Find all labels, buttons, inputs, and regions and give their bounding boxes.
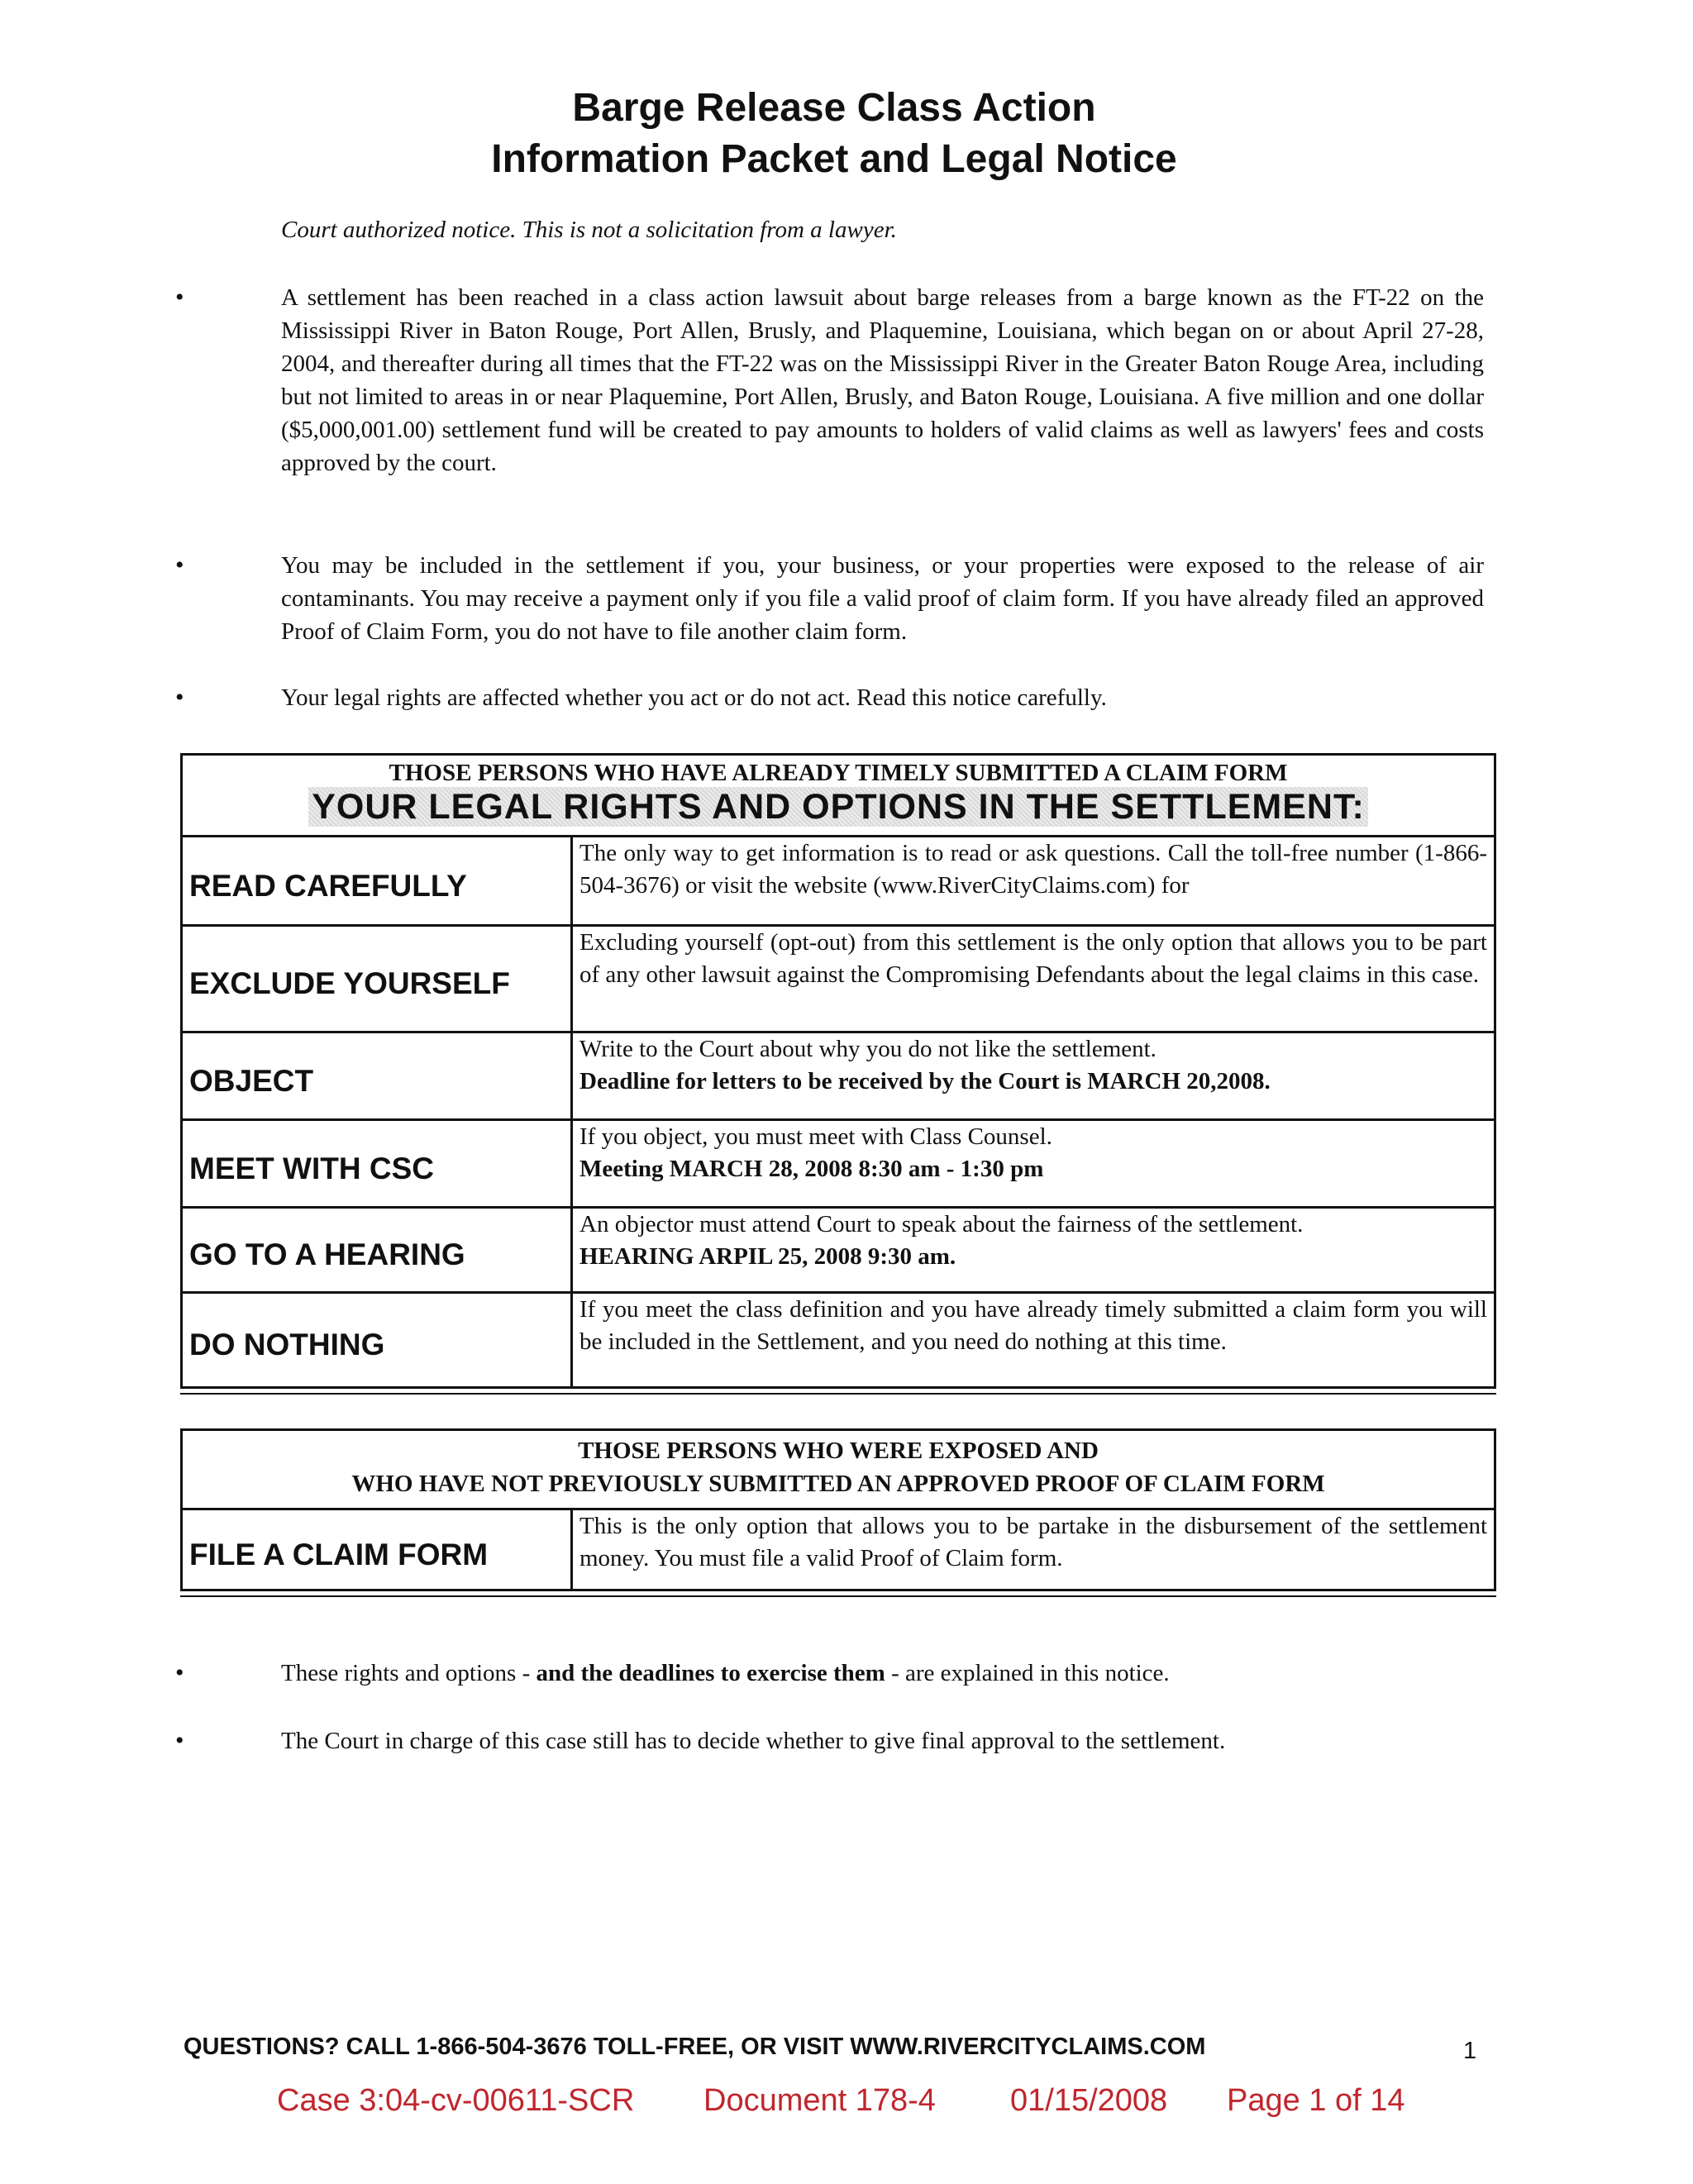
- stamp-page: Page 1 of 14: [1227, 2083, 1405, 2118]
- option-text: The only way to get information is to read or ask questions. Call the toll-free number (1-866-504-3676) or visit the website (www.RiverCityClaims.com) for: [579, 840, 1487, 899]
- table-row: [183, 1031, 1494, 1118]
- option-text: If you object, you must meet with Class Counsel.: [579, 1123, 1052, 1150]
- option-text: If you meet the class definition and you have already timely submitted a claim form you will be included in the Settlement, and you need do nothing at this time.: [579, 1296, 1487, 1355]
- table-row: [183, 837, 1494, 924]
- rights-explained-paragraph: [281, 1657, 1484, 1690]
- settlement-paragraph: A settlement has been reached in a class action lawsuit about barge releases from a barge known as the FT-22 on the Mississippi River in Baton Rouge, Port Allen, Brusly, and Plaquemine, Louisiana, which began on or about April 27-28, 2004, and thereafter during all times that the FT-22 was on the Mississippi River in the Greater Baton Rouge Area, including but not limited to areas in or near Plaquemine, Port Allen, Brusly, and Baton Rouge, Louisiana. A five million and one dollar ($5,000,001.00) settlement fund will be created to pay amounts to holders of valid claims as well as lawyers' fees and costs approved by the court.: [281, 284, 1484, 476]
- bullet-marker: •: [175, 284, 184, 311]
- option-deadline: Meeting MARCH 28, 2008 8:30 am - 1:30 pm: [579, 1156, 1044, 1182]
- table-row: [183, 924, 1494, 1031]
- option-deadline: Deadline for letters to be received by the Court is MARCH 20,2008.: [579, 1068, 1271, 1094]
- option-description: [573, 1121, 1494, 1206]
- option-deadline: HEARING ARPIL 25, 2008 9:30 am.: [579, 1243, 956, 1270]
- text-span-bold: and the deadlines to exercise them: [536, 1660, 885, 1686]
- option-description: [573, 1510, 1494, 1589]
- table-heading: [183, 1431, 1494, 1510]
- document-title: [0, 83, 1668, 185]
- bullet-marker: •: [175, 1659, 184, 1686]
- table-subheading: YOUR LEGAL RIGHTS AND OPTIONS IN THE SETTLEMENT:: [308, 787, 1368, 827]
- legal-rights-paragraph: Your legal rights are affected whether you act or do not act. Read this notice carefully.: [281, 684, 1107, 711]
- option-label-go-to-hearing: GO TO A HEARING: [183, 1209, 573, 1291]
- option-label-do-nothing: DO NOTHING: [183, 1294, 573, 1386]
- option-description: [573, 1294, 1494, 1386]
- table-row: [183, 1118, 1494, 1206]
- text-span: These rights and options -: [281, 1660, 537, 1686]
- option-text: An objector must attend Court to speak about the fairness of the settlement.: [579, 1211, 1304, 1237]
- table-heading-line-1: THOSE PERSONS WHO WERE EXPOSED AND: [578, 1438, 1099, 1464]
- options-table-submitted: [180, 753, 1496, 1389]
- inclusion-paragraph: You may be included in the settlement if you, your business, or your properties were exposed to the release of air contaminants. You may receive a payment only if you file a valid proof of claim form. If you have already filed an approved Proof of Claim Form, you do not have to file another claim form.: [281, 552, 1484, 645]
- option-text: This is the only option that allows you to be partake in the disbursement of the settlement money. You must file a valid Proof of Claim form.: [579, 1513, 1487, 1571]
- table-row: [183, 1291, 1494, 1386]
- intro-notice: Court authorized notice. This is not a solicitation from a lawyer.: [281, 217, 897, 243]
- table-double-rule: [180, 1393, 1496, 1395]
- option-label-object: OBJECT: [183, 1033, 573, 1118]
- bullet-marker: •: [175, 551, 184, 579]
- bullet-marker: •: [175, 684, 184, 711]
- title-line-1: Barge Release Class Action: [572, 86, 1096, 130]
- table-row: [183, 1206, 1494, 1291]
- page-number: 1: [1463, 2038, 1477, 2064]
- table-heading-line-2: WHO HAVE NOT PREVIOUSLY SUBMITTED AN APPROVED PROOF OF CLAIM FORM: [351, 1471, 1325, 1497]
- option-text: Excluding yourself (opt-out) from this settlement is the only option that allows you to be part of any other lawsuit against the Compromising Defendants about the legal claims in this case.: [579, 929, 1487, 988]
- table-heading-text: THOSE PERSONS WHO HAVE ALREADY TIMELY SUBMITTED A CLAIM FORM: [389, 760, 1288, 786]
- option-label-meet-with-csc: MEET WITH CSC: [183, 1121, 573, 1206]
- options-table-not-submitted: [180, 1428, 1496, 1591]
- table-double-rule: [180, 1595, 1496, 1597]
- option-description: [573, 1209, 1494, 1291]
- text-span: - are explained in this notice.: [885, 1660, 1170, 1686]
- title-line-2: Information Packet and Legal Notice: [491, 137, 1177, 181]
- option-description: [573, 1033, 1494, 1118]
- option-description: [573, 927, 1494, 1031]
- stamp-document: Document 178-4: [703, 2083, 936, 2118]
- option-label-file-claim-form: FILE A CLAIM FORM: [183, 1510, 573, 1589]
- stamp-case-number: Case 3:04-cv-00611-SCR: [277, 2083, 635, 2118]
- table-heading: [183, 756, 1494, 837]
- table-row: [183, 1510, 1494, 1589]
- final-approval-paragraph: The Court in charge of this case still has to decide whether to give final approval to the settlement.: [281, 1728, 1226, 1754]
- option-label-exclude-yourself: EXCLUDE YOURSELF: [183, 927, 573, 1031]
- option-description: [573, 837, 1494, 924]
- bullet-marker: •: [175, 1727, 184, 1754]
- stamp-date: 01/15/2008: [1010, 2083, 1168, 2118]
- option-text: Write to the Court about why you do not like the settlement.: [579, 1036, 1156, 1062]
- footer-questions: QUESTIONS? CALL 1-866-504-3676 TOLL-FREE, OR VISIT WWW.RIVERCITYCLAIMS.COM: [184, 2034, 1206, 2060]
- option-label-read-carefully: READ CAREFULLY: [183, 837, 573, 924]
